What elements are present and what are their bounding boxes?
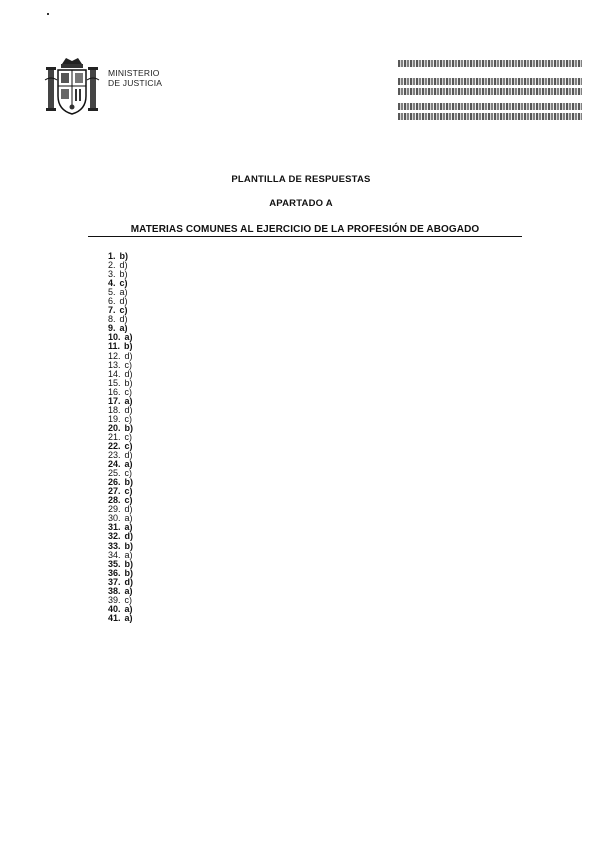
answer-letter: a) xyxy=(124,612,133,623)
question-number: 35. xyxy=(108,558,121,569)
answer-letter: b) xyxy=(119,269,128,280)
question-number: 37. xyxy=(108,576,121,587)
answer-letter: c) xyxy=(124,486,133,497)
answer-letter: a) xyxy=(124,603,133,614)
spain-coat-of-arms-icon xyxy=(44,56,100,118)
question-number: 39. xyxy=(108,594,121,605)
answer-letter: d) xyxy=(124,450,133,461)
question-number: 41. xyxy=(108,612,121,623)
answer-letter: d) xyxy=(124,350,133,361)
answer-letter: b) xyxy=(124,341,133,352)
answer-letter: c) xyxy=(124,468,133,479)
question-number: 40. xyxy=(108,603,121,614)
answer-letter: a) xyxy=(124,332,133,343)
question-number: 24. xyxy=(108,459,121,470)
question-number: 4. xyxy=(108,278,116,289)
answer-letter: b) xyxy=(119,251,129,261)
answer-letter: d) xyxy=(119,314,128,325)
answer-letter: a) xyxy=(124,395,133,406)
registry-stamp-icon xyxy=(398,60,582,123)
question-number: 20. xyxy=(108,422,121,433)
answer-letter: a) xyxy=(124,585,133,596)
question-number: 15. xyxy=(108,377,121,388)
question-number: 23. xyxy=(108,450,121,461)
question-number: 31. xyxy=(108,522,121,533)
answer-letter: d) xyxy=(124,404,133,415)
answer-letter: c) xyxy=(124,440,133,451)
ministry-name xyxy=(108,68,162,88)
question-number: 33. xyxy=(108,540,121,551)
section-title: APARTADO A xyxy=(269,198,333,209)
question-number: 29. xyxy=(108,504,121,515)
answer-letter: d) xyxy=(124,368,133,379)
answer-letter: d) xyxy=(124,576,134,587)
answer-letter: c) xyxy=(124,359,133,370)
answer-letter: a) xyxy=(124,513,133,524)
stamp-line xyxy=(398,60,582,67)
answer-letter: a) xyxy=(124,549,133,560)
question-number: 16. xyxy=(108,386,121,397)
answer-letter: c) xyxy=(124,431,133,442)
answer-letter: d) xyxy=(124,531,134,542)
answer-list xyxy=(108,252,133,623)
ministry-line-2: DE JUSTICIA xyxy=(108,78,163,88)
question-number: 11. xyxy=(108,341,121,352)
answer-letter: b) xyxy=(124,422,134,433)
stamp-line xyxy=(398,113,582,120)
answer-letter: b) xyxy=(124,377,133,388)
question-number: 14. xyxy=(108,368,121,379)
answer-letter: d) xyxy=(119,260,128,271)
question-number: 1. xyxy=(108,251,116,261)
question-number: 2. xyxy=(108,260,116,271)
question-number: 38. xyxy=(108,585,121,596)
answer-letter: b) xyxy=(124,567,134,578)
document-title: PLANTILLA DE RESPUESTAS xyxy=(231,174,371,185)
question-number: 9. xyxy=(108,323,116,334)
question-number: 19. xyxy=(108,413,121,424)
question-number: 12. xyxy=(108,350,121,361)
ministry-line-1: MINISTERIO xyxy=(108,68,160,78)
question-number: 5. xyxy=(108,287,116,298)
subject-title: MATERIAS COMUNES AL EJERCICIO DE LA PROFESIÓN DE ABOGADO xyxy=(88,224,522,237)
question-number: 13. xyxy=(108,359,121,370)
stamp-line xyxy=(398,78,582,85)
stamp-line xyxy=(398,88,582,95)
answer-letter: a) xyxy=(119,323,128,334)
answer-letter: a) xyxy=(119,287,128,298)
question-number: 32. xyxy=(108,531,121,542)
stamp-line xyxy=(398,103,582,110)
answer-letter: c) xyxy=(124,594,133,605)
question-number: 8. xyxy=(108,314,116,325)
question-number: 36. xyxy=(108,567,121,578)
answer-letter: b) xyxy=(124,558,134,569)
answer-letter: a) xyxy=(124,522,133,533)
question-number: 3. xyxy=(108,269,116,280)
question-number: 34. xyxy=(108,549,121,560)
answer-row xyxy=(108,614,133,623)
answer-letter: b) xyxy=(124,540,134,551)
answer-letter: c) xyxy=(119,305,128,316)
answer-letter: c) xyxy=(119,278,128,289)
answer-letter: d) xyxy=(119,296,128,307)
question-number: 21. xyxy=(108,431,121,442)
question-number: 6. xyxy=(108,296,116,307)
question-number: 7. xyxy=(108,305,116,316)
question-number: 26. xyxy=(108,477,121,488)
scan-speck xyxy=(47,13,49,15)
answer-letter: c) xyxy=(124,413,133,424)
answer-letter: c) xyxy=(124,495,133,506)
answer-letter: c) xyxy=(124,386,133,397)
question-number: 28. xyxy=(108,495,121,506)
question-number: 10. xyxy=(108,332,121,343)
question-number: 17. xyxy=(108,395,121,406)
answer-letter: a) xyxy=(124,459,133,470)
question-number: 27. xyxy=(108,486,121,497)
question-number: 30. xyxy=(108,513,121,524)
question-number: 18. xyxy=(108,404,121,415)
question-number: 22. xyxy=(108,440,121,451)
question-number: 25. xyxy=(108,468,121,479)
answer-letter: d) xyxy=(124,504,133,515)
answer-letter: b) xyxy=(124,477,134,488)
